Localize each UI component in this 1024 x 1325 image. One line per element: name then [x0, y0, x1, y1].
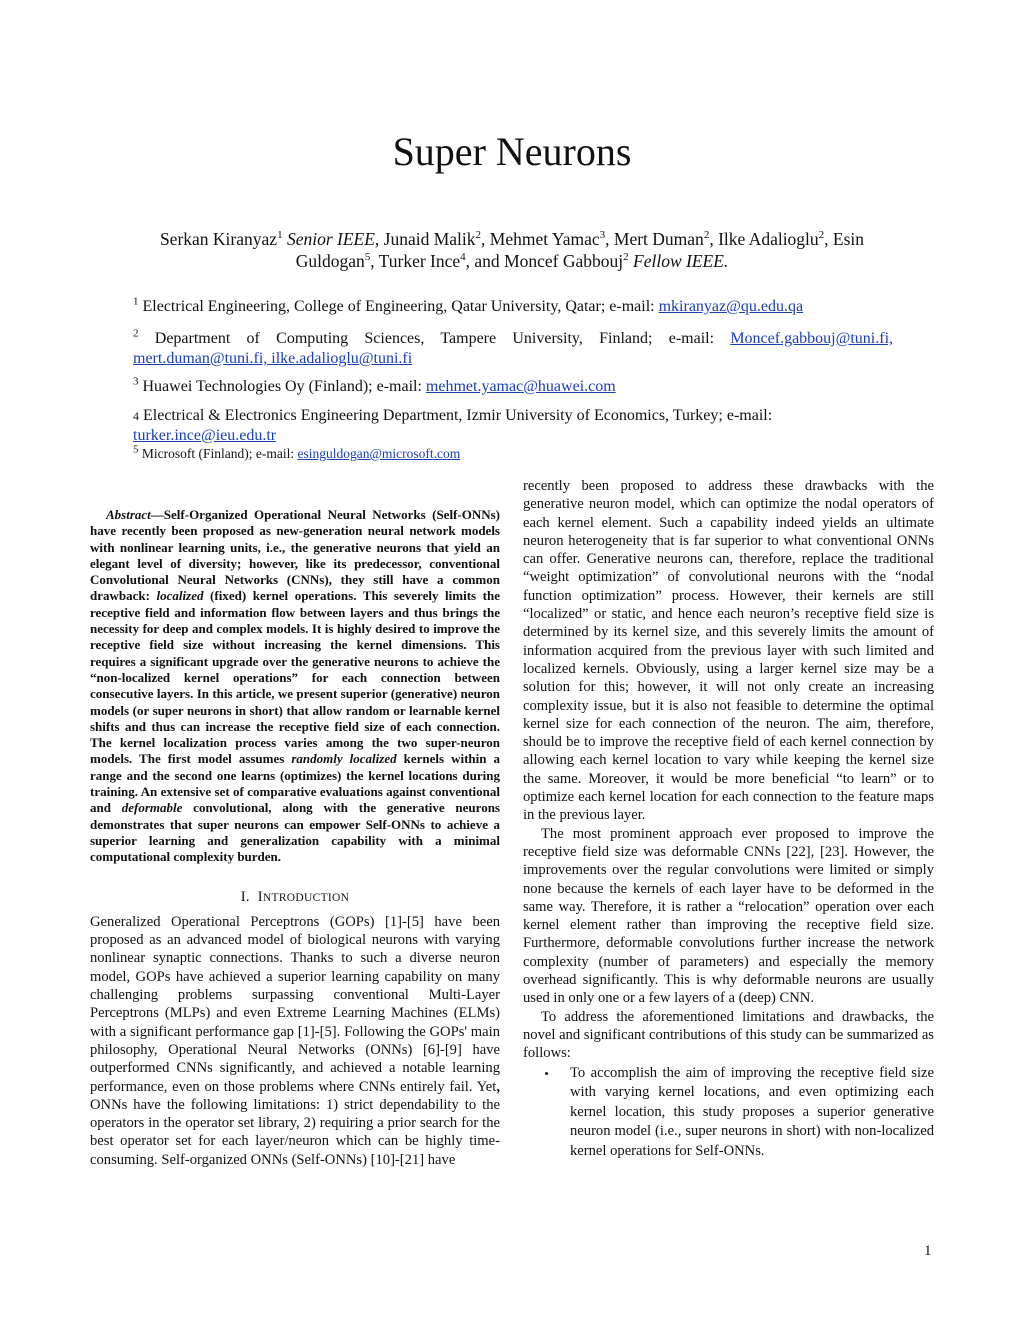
abstract-text: kernels within a range and the second one learns (optimizes) the kernel locations during training. An extensive set of comparative evaluations against conventional and: [90, 751, 501, 816]
email-link[interactable]: Moncef.gabbouj@tuni.fi,: [730, 330, 894, 347]
intro-text: ONNs have the following limitations: 1) strict dependability to the operators in the operator set library, 2) requiring a prior search for the best operator set for each layer/neuron which can be highly time-consuming. Self-organized ONNs (Self-ONNs) [10]-[21] have: [90, 1096, 500, 1168]
abstract-emphasis: localized: [156, 588, 204, 604]
affil-sup: 2: [623, 251, 629, 264]
affil-sup: 4: [460, 251, 466, 264]
section-numeral: I.: [240, 888, 250, 905]
abstract-text: convolutional, along with the generative neurons demonstrates that super neurons can empower Self-ONNs to achieve a superior learning and generalization capability with a minimal computational complexity burden.: [90, 800, 500, 865]
section-title-first: I: [257, 888, 263, 905]
affiliation-5: [133, 444, 893, 464]
section-heading: [90, 888, 500, 907]
author-name: Ilke Adalioglu: [718, 229, 819, 249]
intro-bold-comma: ,: [496, 1078, 500, 1095]
author-role: Fellow IEEE.: [633, 251, 729, 271]
bullet-icon: •: [544, 1065, 549, 1081]
affiliation-4: [133, 406, 893, 446]
paper-title: Super Neurons: [392, 129, 632, 174]
abstract: [90, 507, 500, 866]
author-name: Moncef Gabbouj: [504, 251, 624, 271]
affiliation-text: Department of Computing Sciences, Tampere University, Finland; e-mail:: [154, 330, 715, 347]
author-list: Serkan Kiranyaz$^1$ Senior IEEE, Junaid Malik$^2$, Mehmet Yamac$^3$, Mert Duman$^2$, Ilke Adalioglu$^2$, Esin Guldogan$^5$, Turker Ince$^4$, and Moncef Gabbouj$^2$ Fellow IEEE.: [159, 229, 865, 271]
affil-sup: 5: [133, 443, 139, 456]
abstract-dash: —: [150, 507, 164, 522]
author-name: Junaid Malik: [383, 229, 476, 249]
intro-text: Generalized Operational Perceptrons (GOPs) [1]-[5] have been proposed as an advanced model of biological neurons with varying nonlinear synaptic connections. Thanks to such a diverse neuron model, GOPs have achieved a superior learning capability on many challenging problems surpassing conventional Multi-Layer Perceptrons (MLPs) and even Extreme Learning Machines (ELMs) with a significant performance gap [1]-[5]. Following the GOPs' main philosophy, Operational Neural Networks (ONNs) [6]-[9] have outperformed CNNs significantly, and achieved a notable learning performance, even on those problems where CNNs entirely fail. Yet: [90, 913, 500, 1095]
left-column: [90, 507, 500, 1169]
author-name: Esin Guldogan: [295, 229, 865, 271]
affil-sup: 4: [133, 409, 139, 423]
author-name: Serkan Kiranyaz: [159, 229, 278, 249]
affil-sup: 1: [277, 229, 283, 242]
abstract-text: Self-Organized Operational Neural Networks (Self-ONNs) have recently been proposed as new-generation neural network models with nonlinear learning units, i.e., the generative neurons that yield an elegant level of diversity; however, like its predecessor, conventional Convolutional Neural Networks (CNNs), they still have a common drawback:: [90, 507, 500, 604]
affiliation-text: Electrical Engineering, College of Engineering, Qatar University, Qatar; e-mail:: [142, 298, 655, 315]
email-link[interactable]: mehmet.yamac@huawei.com: [425, 378, 616, 395]
affil-sup: 3: [133, 375, 139, 388]
affiliation-text: Huawei Technologies Oy (Finland); e-mail:: [142, 378, 422, 395]
body-paragraph: The most prominent approach ever proposed to improve the receptive field size was deformable CNNs [22], [23]. However, the improvements over the regular convolutions were limited or simply none because the kernels of each layer have to be deformed in the same way. Therefore, it is rather a “relocation” operation over each kernel element rather than improving the receptive field size. Furthermore, deformable convolutions further increase the network complexity (number of parameters) and especially the memory overhead significantly. This is why deformable neurons are usually used in only one or a few layers of a (deep) CNN.: [523, 825, 934, 1007]
affil-sup: 3: [599, 229, 606, 242]
abstract-label: Abstract: [106, 507, 151, 522]
abstract-emphasis: deformable: [121, 800, 183, 816]
page-number: 1: [924, 1243, 932, 1259]
author-role: Senior IEEE: [286, 229, 375, 249]
author-name: Mert Duman: [613, 229, 704, 249]
email-link[interactable]: esinguldogan@microsoft.com: [297, 446, 461, 461]
email-link[interactable]: mert.duman@tuni.fi, ilke.adalioglu@tuni.fi: [133, 350, 413, 367]
abstract-emphasis: randomly localized: [291, 751, 397, 767]
body-paragraph: To address the aforementioned limitations and drawbacks, the novel and significant contributions of this study can be summarized as follows:: [523, 1008, 934, 1062]
affiliation-2: [133, 329, 893, 369]
affil-sup: 2: [475, 229, 482, 242]
affiliation-1: [133, 297, 893, 317]
body-paragraph: recently been proposed to address these drawbacks with the generative neuron model, which can optimize the nodal operators of each kernel element. Such a capability indeed yields an ultimate neuron heterogeneity that is far superior to what conventional ONNs can offer. Generative neurons can, therefore, replace the traditional “weight optimization” of convolutional neurons with the “nodal function optimization” process. However, their kernels are still “localized” or static, and hence each neuron’s receptive field size is determined by its kernel size, and this severely limits the amount of information acquired from the previous layer with such limited and localized kernels. Obviously, using a larger kernel size may be a solution for this; however, it will not only create an increasing complexity issue, but it is also not feasible to determine the optimal kernel size for each connection of the neuron. The aim, therefore, should be to improve the receptive field of each kernel connection by allowing each kernel location to vary while keeping the kernel size the same. Moreover, it would be more beneficial “to learn” or to optimize each kernel location for each connection to the feature maps in the previous layer.: [523, 478, 934, 824]
affiliation-text: Microsoft (Finland); e-mail:: [141, 446, 295, 461]
affiliation-3: [133, 377, 893, 397]
intro-paragraph: [90, 913, 500, 1169]
contribution-bullet: [523, 1064, 934, 1162]
affil-sup: 2: [703, 229, 710, 242]
affil-sup: 2: [818, 229, 825, 242]
affiliation-text: Electrical & Electronics Engineering Department, Izmir University of Economics, Turkey; e-mail:: [143, 407, 773, 424]
author-name: Mehmet Yamac: [489, 229, 600, 249]
email-link[interactable]: mkiranyaz@qu.edu.qa: [658, 298, 804, 315]
author-name: Turker Ince: [378, 251, 461, 271]
affil-sup: 1: [133, 295, 139, 308]
affil-sup: 2: [133, 327, 139, 340]
email-link[interactable]: turker.ince@ieu.edu.tr: [133, 427, 277, 444]
bullet-text: To accomplish the aim of improving the receptive field size with varying kernel locations, and even optimizing each kernel location, this study proposes a superior generative neuron model (i.e., super neurons in short) with non-localized kernel operations for Self-ONNs.: [570, 1064, 934, 1159]
abstract-text: (fixed) kernel operations. This severely limits the receptive field and information flow between layers and thus brings the necessity for deep and complex models. It is highly desired to improve the receptive field size without increasing the kernel dimensions. This requires a significant upgrade over the generative neurons to achieve the “non-localized kernel operations” for each connection between consecutive layers. In this article, we present superior (generative) neuron models (or super neurons in short) that allow random or learnable kernel shifts and thus can increase the receptive field size of each connection. The kernel localization process varies among the two super-neuron models. The first model assumes: [90, 588, 500, 767]
section-title-rest: NTRODUCTION: [262, 891, 350, 904]
right-column: [523, 477, 934, 1161]
affil-sup: 5: [364, 251, 371, 264]
